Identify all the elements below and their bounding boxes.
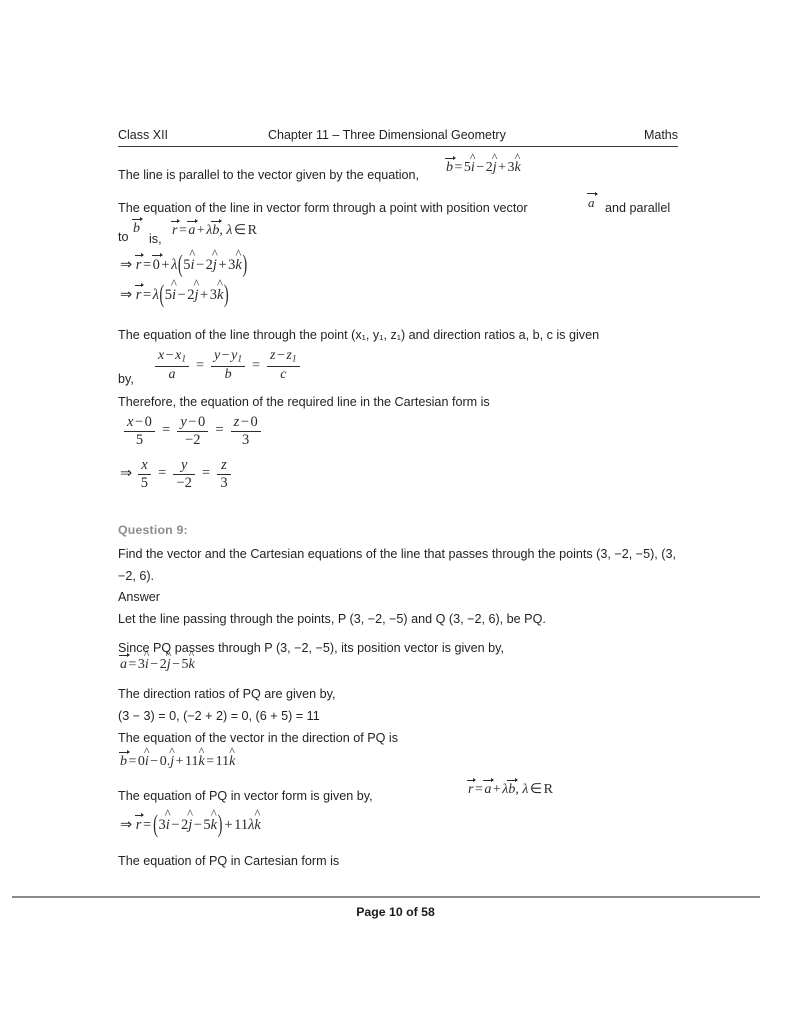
- equation-r-zero-plus-lambda: ⇒ r = 0 + λ(5i ^ − 2j ^ + 3k ^): [120, 258, 248, 273]
- header-class: Class XII: [118, 128, 169, 142]
- equation-cartesian-substituted: $\frac{x - 0}{5}$ = $\frac{y - 0}{-2}$ = $\frac{z - 0}{3}$: [122, 415, 263, 447]
- text-vector-form-a: The equation of the line in vector form through a point with position vector: [118, 201, 528, 215]
- equation-pq-vector-final: ⇒ r = (3i ^ − 2j ^ − 5k ^) + 11λk ^: [120, 818, 261, 833]
- paragraph-line-parallel-vector: [118, 167, 419, 183]
- question-heading: Question 9:: [118, 523, 188, 537]
- text-is: is,: [149, 232, 162, 246]
- equation-general-cartesian-form: $\frac{x - x_1}{a}$ = $\frac{y - y_1}{b}$ = $\frac{z - z_1}{c}$: [153, 349, 302, 382]
- answer-line-pq-vector-form: The equation of PQ in vector form is given by,: [118, 789, 373, 803]
- answer-line-pq-definition: Let the line passing through the points, P (3, −2, −5) and Q (3, −2, 6), be PQ.: [118, 612, 546, 626]
- header-subject: Maths: [643, 128, 678, 142]
- paragraph-vector-form-tail: [605, 200, 670, 216]
- answer-line-position-vector: Since PQ passes through P (3, −2, −5), its position vector is given by,: [118, 641, 504, 655]
- equation-b-direction-vector: b = 0i ^ − 0.j ^ + 11k ^ = 11k ^: [120, 755, 235, 769]
- question-text: Find the vector and the Cartesian equations of the line that passes through the points (3, −2, −5), (3, −2, 6).: [118, 547, 676, 583]
- equation-r-lambda-times-vector: ⇒ r = λ(5i ^ − 2j ^ + 3k ^): [120, 288, 229, 303]
- text-line-parallel: The line is parallel to the vector given by the equation,: [118, 168, 420, 182]
- paragraph-therefore-required-line: [118, 394, 490, 410]
- answer-line-pq-cartesian-form: The equation of PQ in Cartesian form is: [118, 854, 340, 868]
- answer-label: Answer: [118, 590, 160, 604]
- paragraph-vector-form-intro: [118, 200, 528, 216]
- answer-line-direction-ratios: The direction ratios of PQ are given by,: [118, 687, 336, 701]
- answer-line-vector-direction: The equation of the vector in the direction of PQ is: [118, 731, 399, 745]
- equation-r-general-vector-form: r = a + λb, λ ∈ R: [468, 782, 553, 797]
- equation-b-vector: b = 5i ^ − 2j ^ + 3k ^: [446, 161, 521, 175]
- text-therefore-required-line: Therefore, the equation of the required line in the Cartesian form is: [118, 395, 490, 409]
- answer-line-ratio-values: (3 − 3) = 0, (−2 + 2) = 0, (6 + 5) = 11: [118, 709, 320, 723]
- text-vector-form-b: and parallel: [605, 201, 671, 215]
- equation-a-position-vector: a = 3i ^ − 2j ^ − 5k ^: [120, 658, 195, 672]
- paragraph-line-through-point: [118, 327, 599, 343]
- footer-page-number: Page 10 of 58: [356, 905, 435, 919]
- text-line-through-point: The equation of the line through the point (x₁, y₁, z₁) and direction ratios a, b, c is given: [118, 328, 600, 342]
- page-header: [118, 128, 678, 147]
- header-chapter: Chapter 11 – Three Dimensional Geometry: [268, 128, 506, 142]
- symbol-a-vector-inline: a: [588, 195, 595, 210]
- text-to: to: [118, 230, 129, 244]
- paragraph-to-b-is: [118, 229, 129, 245]
- footer-divider: [12, 896, 760, 898]
- equation-r-equals-a-plus-lambda-b: r = a + λb, λ ∈ R: [172, 223, 257, 238]
- equation-cartesian-simplified: ⇒ $\frac{x}{5}$ = $\frac{y}{-2}$ = $\frac{z}{3}$: [120, 458, 233, 490]
- text-by-label: by,: [118, 372, 134, 386]
- symbol-b-vector-inline: b: [133, 221, 140, 236]
